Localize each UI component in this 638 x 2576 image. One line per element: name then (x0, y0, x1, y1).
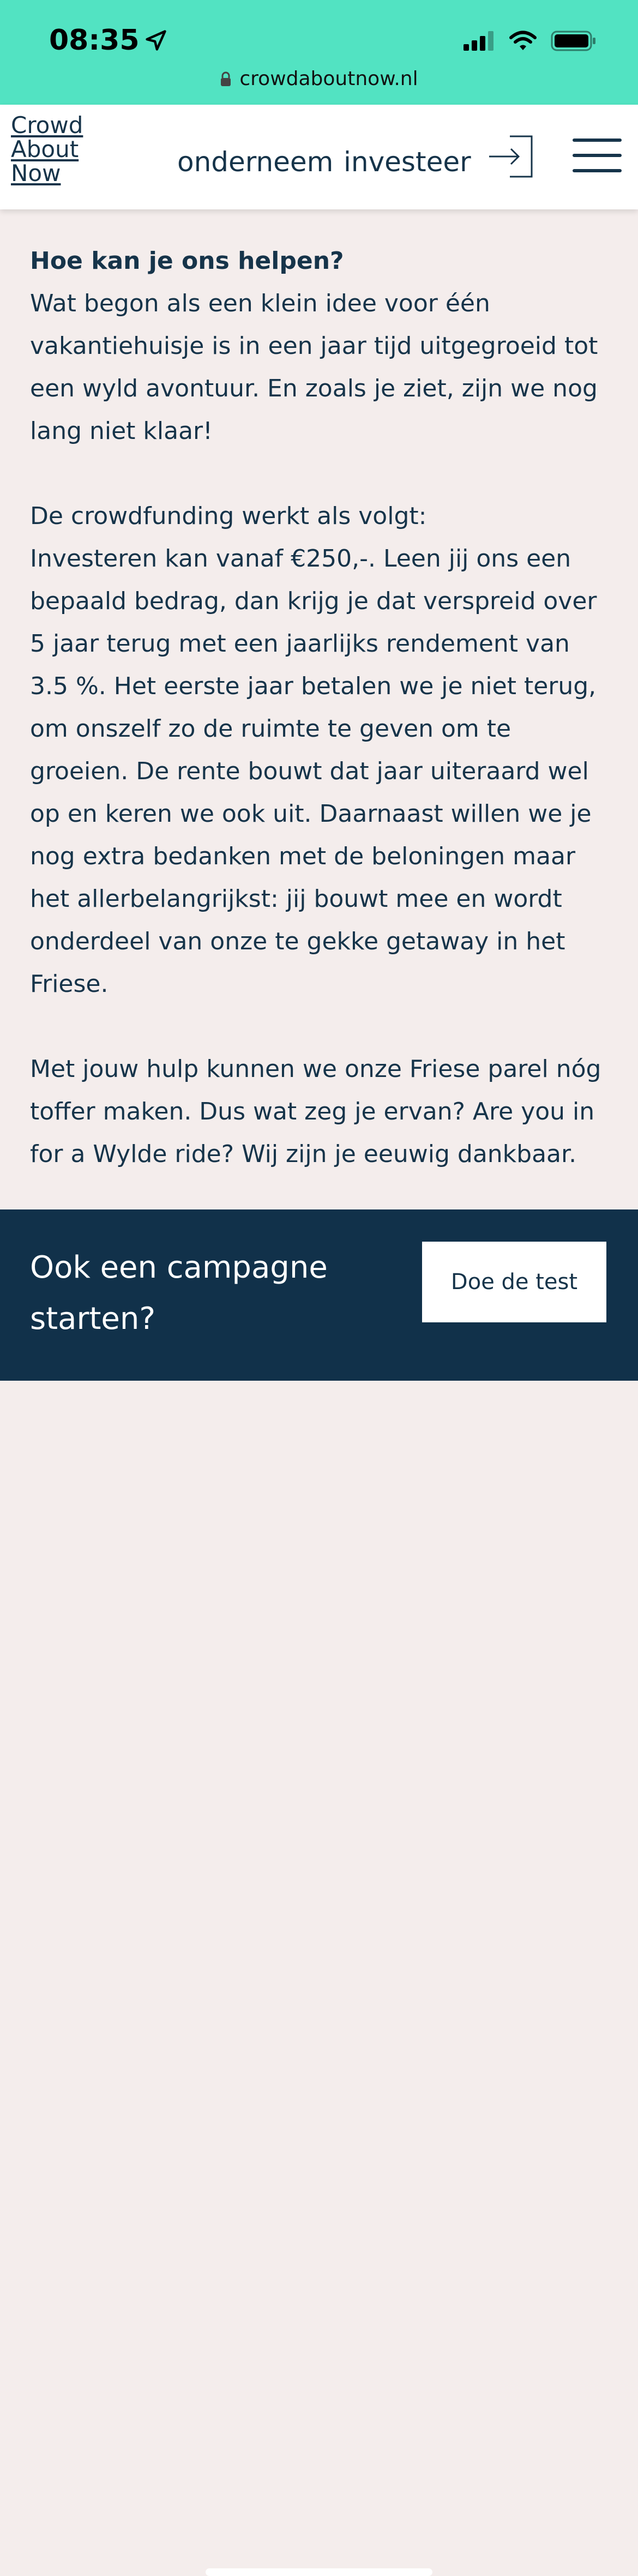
address-bar[interactable] (0, 68, 638, 90)
status-bar (0, 0, 638, 105)
site-header (0, 105, 638, 209)
cta-title: Ook een campagne starten? (30, 1250, 328, 1337)
login-icon[interactable] (488, 133, 535, 180)
cellular-signal-icon (464, 31, 495, 51)
hamburger-menu-icon[interactable] (573, 137, 622, 173)
campaign-cta-banner (0, 1209, 638, 1381)
nav-link-investeer[interactable]: investeer (344, 146, 471, 178)
crowd-about-now-logo[interactable] (11, 113, 83, 185)
doe-de-test-button[interactable]: Doe de test (422, 1242, 606, 1322)
home-indicator[interactable] (206, 2568, 432, 2576)
logo-line-3: Now (11, 160, 61, 186)
intro-paragraph: Wat begon als een klein idee voor één vakantiehuisje is in een jaar tijd uitgegroeid tot een wyld avontuur. En zoals je ziet, zijn we nog lang niet klaar! (30, 290, 598, 445)
campaign-description (30, 240, 613, 1218)
crowdfunding-body: Investeren kan vanaf €250,-. Leen jij ons een bepaald bedrag, dan krijg je dat verspreid over 5 jaar terug met een jaarlijks rendement van 3.5 %. Het eerste jaar betalen we je niet terug, om onszelf zo de ruimte te geven om te groeien. De rente bouwt dat jaar uiteraard wel op en keren we ook uit. Daarnaast willen we je nog extra bedanken met de beloningen maar het allerbelangrijkst: jij bouwt mee en wordt onderdeel van onze te gekke getaway in het Friese. (30, 545, 597, 998)
location-arrow-icon (144, 28, 168, 52)
logo-line-1: Crowd (11, 112, 83, 139)
clock-time: 08:35 (49, 24, 140, 57)
logo-line-2: About (11, 136, 79, 162)
section-heading: Hoe kan je ons helpen? (30, 247, 344, 275)
crowdfunding-explanation (30, 495, 613, 1006)
wifi-icon (509, 31, 537, 51)
crowdfunding-title: De crowdfunding werkt als volgt: (30, 502, 427, 530)
address-url: crowdaboutnow.nl (239, 68, 418, 90)
closing-paragraph: Met jouw hulp kunnen we onze Friese parel nóg toffer maken. Dus wat zeg je ervan? Are you in for a Wylde ride? Wij zijn je eeuwig dankbaar. (30, 1055, 601, 1168)
nav-link-onderneem[interactable]: onderneem (177, 146, 334, 178)
system-icons (464, 31, 597, 51)
lock-icon (220, 71, 232, 87)
battery-icon (551, 31, 597, 51)
clock (49, 24, 168, 57)
